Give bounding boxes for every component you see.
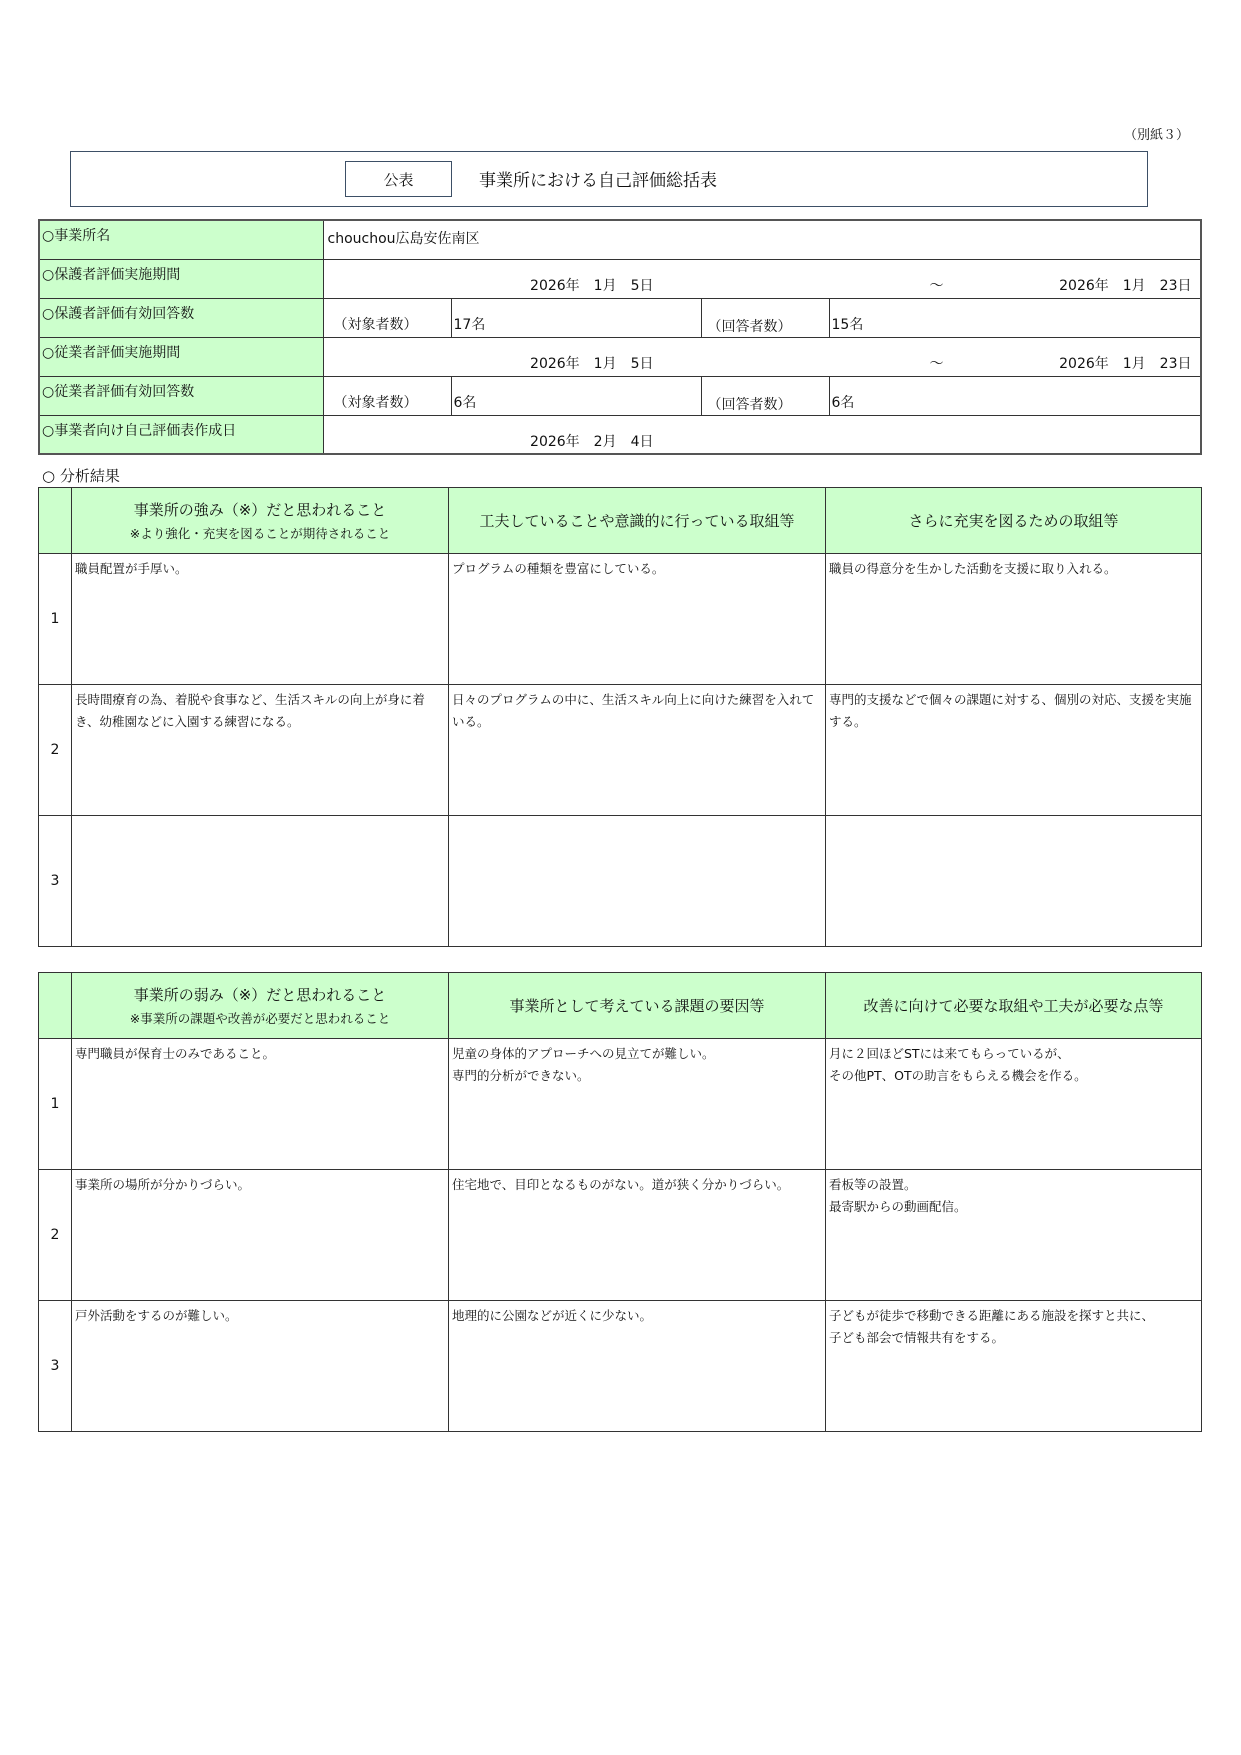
guardian-period-value [323, 259, 1201, 298]
publication-badge: 公表 [345, 161, 452, 197]
strengths-cell-col2: プログラムの種類を豊富にしている。 [449, 554, 826, 685]
strengths-row [39, 816, 1202, 947]
strengths-row-number: 2 [39, 685, 72, 816]
guardian-period-dates [324, 275, 1201, 295]
strengths-cell-col1: 職員配置が手厚い。 [72, 554, 449, 685]
staff-period-end: 2026年 1月 23日 [1059, 355, 1192, 372]
title-box [70, 151, 1148, 207]
weaknesses-cell-col3: 看板等の設置。 最寄駅からの動画配信。 [826, 1170, 1202, 1301]
weaknesses-cell-col3: 子どもが徒歩で移動できる距離にある施設を探すと共に、 子ども部会で情報共有をする。 [826, 1301, 1202, 1432]
created-date-wrap [324, 431, 1201, 451]
info-row-guardian-responses [39, 298, 1201, 337]
staff-period-dates [324, 353, 1201, 373]
weaknesses-header-1 [72, 973, 449, 1039]
strengths-cell-col2 [449, 816, 826, 947]
strengths-cell-col1 [72, 816, 449, 947]
guardian-target-label: （対象者数） [323, 298, 451, 337]
weaknesses-row-number: 1 [39, 1039, 72, 1170]
weaknesses-table [38, 972, 1202, 1432]
created-date-value [323, 415, 1201, 454]
guardian-responses-label: ○保護者評価有効回答数 [39, 298, 323, 337]
info-row-staff-period [39, 337, 1201, 376]
appendix-label: （別紙３） [1124, 128, 1190, 143]
guardian-period-end: 2026年 1月 23日 [1059, 277, 1192, 294]
strengths-cell-col3: 専門的支援などで個々の課題に対する、個別の対応、支援を実施する。 [826, 685, 1202, 816]
staff-respondent-label: （回答者数） [701, 376, 829, 415]
guardian-period-start: 2026年 1月 5日 [530, 277, 654, 294]
weaknesses-cell-col1: 事業所の場所が分かりづらい。 [72, 1170, 449, 1301]
strengths-header-2: 工夫していることや意識的に行っている取組等 [449, 488, 826, 554]
weaknesses-header-3: 改善に向けて必要な取組や工夫が必要な点等 [826, 973, 1202, 1039]
info-table [38, 219, 1202, 455]
weaknesses-cell-col1: 戸外活動をするのが難しい。 [72, 1301, 449, 1432]
weaknesses-row [39, 1039, 1202, 1170]
strengths-cell-col2: 日々のプログラムの中に、生活スキル向上に向けた練習を入れている。 [449, 685, 826, 816]
staff-target-label: （対象者数） [323, 376, 451, 415]
staff-period-value [323, 337, 1201, 376]
staff-respondent-value: 6名 [829, 376, 1201, 415]
strengths-table [38, 487, 1202, 947]
strengths-row [39, 685, 1202, 816]
weaknesses-cell-col1: 専門職員が保育士のみであること。 [72, 1039, 449, 1170]
strengths-cell-col3: 職員の得意分を生かした活動を支援に取り入れる。 [826, 554, 1202, 685]
info-row-created-date [39, 415, 1201, 454]
staff-period-sep: ～ [929, 355, 944, 372]
office-name-value: chouchou広島安佐南区 [323, 220, 1201, 259]
info-row-office-name [39, 220, 1201, 259]
analysis-section-label: ○ 分析結果 [42, 467, 120, 485]
weaknesses-row-number: 2 [39, 1170, 72, 1301]
guardian-target-value: 17名 [451, 298, 701, 337]
strengths-header-blank [39, 488, 72, 554]
strengths-row-number: 1 [39, 554, 72, 685]
strengths-header-3: さらに充実を図るための取組等 [826, 488, 1202, 554]
weaknesses-cell-col2: 地理的に公園などが近くに少ない。 [449, 1301, 826, 1432]
weaknesses-cell-col2: 児童の身体的アプローチへの見立てが難しい。 専門的分析ができない。 [449, 1039, 826, 1170]
office-name-label: ○事業所名 [39, 220, 323, 259]
weaknesses-cell-col2: 住宅地で、目印となるものがない。道が狭く分かりづらい。 [449, 1170, 826, 1301]
staff-period-label: ○従業者評価実施期間 [39, 337, 323, 376]
guardian-period-sep: ～ [929, 277, 944, 294]
weaknesses-cell-col3: 月に２回ほどSTには来てもらっているが、 その他PT、OTの助言をもらえる機会を作る。 [826, 1039, 1202, 1170]
strengths-row [39, 554, 1202, 685]
guardian-period-label: ○保護者評価実施期間 [39, 259, 323, 298]
staff-responses-label: ○従業者評価有効回答数 [39, 376, 323, 415]
page-title: 事業所における自己評価総括表 [479, 171, 717, 191]
strengths-header-1-sub: ※より強化・充実を図ることが期待されること [129, 526, 391, 541]
staff-period-start: 2026年 1月 5日 [530, 355, 654, 372]
created-date: 2026年 2月 4日 [530, 433, 654, 450]
weaknesses-row [39, 1170, 1202, 1301]
info-row-guardian-period [39, 259, 1201, 298]
weaknesses-header-blank [39, 973, 72, 1039]
weaknesses-row-number: 3 [39, 1301, 72, 1432]
guardian-respondent-value: 15名 [829, 298, 1201, 337]
weaknesses-header-2: 事業所として考えている課題の要因等 [449, 973, 826, 1039]
created-date-label: ○事業者向け自己評価表作成日 [39, 415, 323, 454]
strengths-cell-col1: 長時間療育の為、着脱や食事など、生活スキルの向上が身に着き、幼稚園などに入園する練習になる。 [72, 685, 449, 816]
weaknesses-header-row [39, 973, 1202, 1039]
strengths-cell-col3 [826, 816, 1202, 947]
weaknesses-header-1-main: 事業所の弱み（※）だと思われること [133, 986, 387, 1004]
strengths-header-row [39, 488, 1202, 554]
guardian-respondent-label: （回答者数） [701, 298, 829, 337]
info-row-staff-responses [39, 376, 1201, 415]
staff-target-value: 6名 [451, 376, 701, 415]
strengths-row-number: 3 [39, 816, 72, 947]
strengths-header-1 [72, 488, 449, 554]
strengths-header-1-main: 事業所の強み（※）だと思われること [133, 501, 387, 519]
weaknesses-header-1-sub: ※事業所の課題や改善が必要だと思われること [129, 1011, 391, 1026]
weaknesses-row [39, 1301, 1202, 1432]
